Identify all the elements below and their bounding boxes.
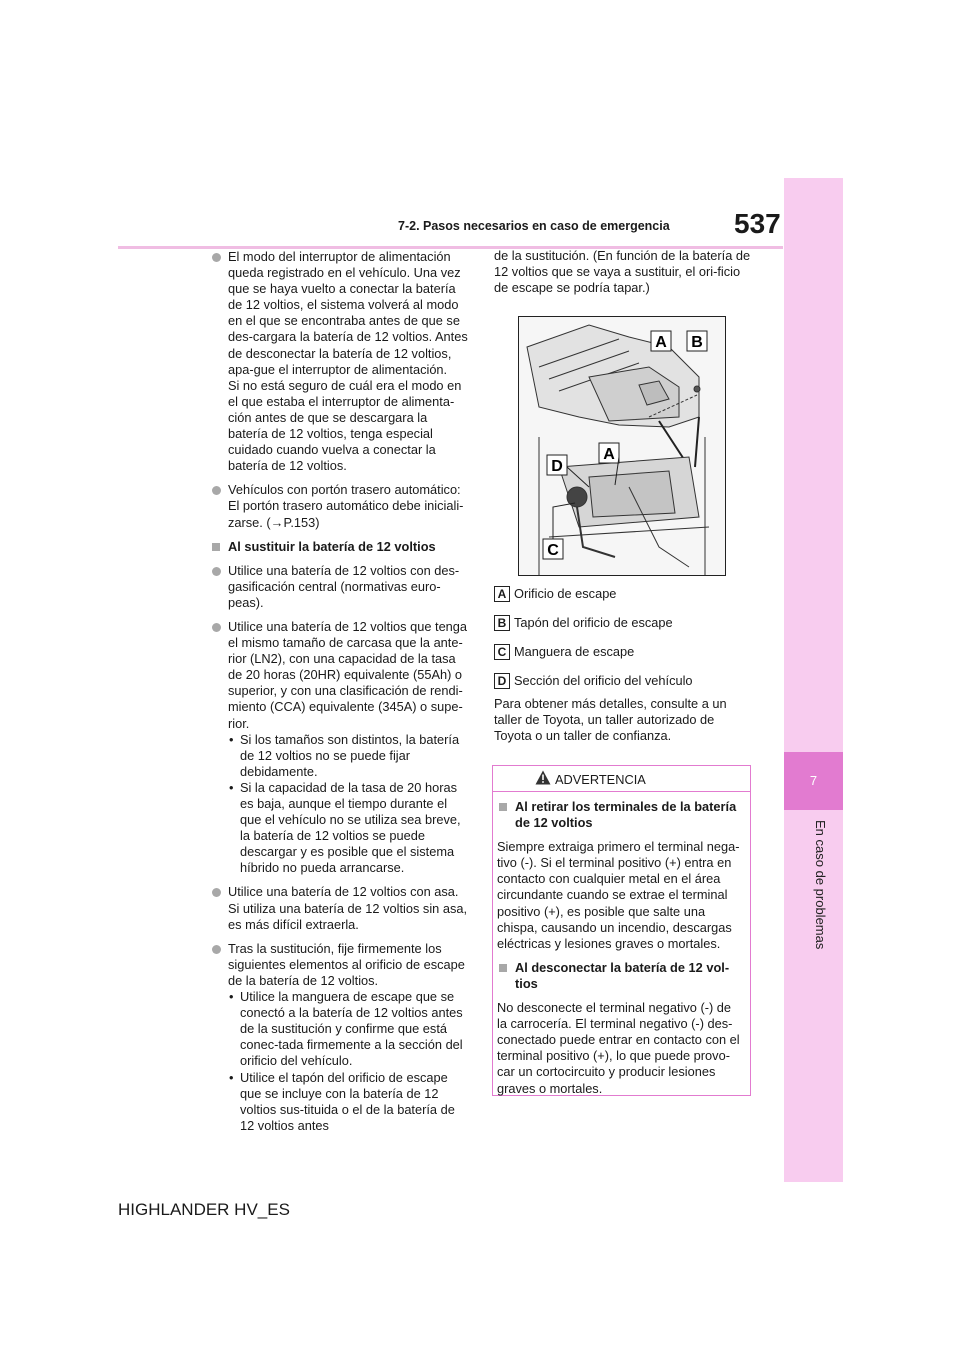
- list-item: [210, 482, 468, 530]
- sub-item-text: Utilice el tapón del orificio de escape que se incluye con la batería de 12 voltios sus-tituida o el de la batería de 12 voltios antes: [240, 1069, 455, 1133]
- item-text: Tras la sustitución, fije firmemente los siguientes elementos al orificio de escape de la batería de 12 voltios.: [228, 940, 465, 988]
- heading-text: Al retirar los terminales de la batería de 12 voltios: [515, 799, 737, 831]
- page-header: [118, 0, 783, 249]
- heading-text: Al sustituir la batería de 12 voltios: [228, 538, 436, 554]
- callout-letter: A: [655, 334, 667, 351]
- legend-letter: B: [494, 615, 510, 631]
- subsection-heading: [210, 539, 468, 555]
- callout-letter: D: [551, 458, 563, 475]
- sub-item-text: Utilice la manguera de escape que se conectó a la batería de 12 voltios antes de la sustitución y confirme que está conec-tada firmemente a la sección del orificio del vehículo.: [240, 989, 463, 1069]
- sub-item: [228, 1070, 468, 1134]
- bullet-icon: [212, 888, 221, 897]
- legend-letter: D: [494, 673, 510, 689]
- warning-triangle-icon: [535, 770, 551, 785]
- list-item: [210, 619, 468, 877]
- bullet-icon: [212, 945, 221, 954]
- legend-letter: C: [494, 644, 510, 660]
- battery-figure: [518, 316, 726, 576]
- legend-item-a: [494, 585, 734, 603]
- legend-letter: A: [494, 586, 510, 602]
- callout-a-upper: [651, 331, 671, 351]
- legend-text: Orificio de escape: [514, 586, 617, 601]
- left-column: [210, 249, 468, 1142]
- callout-a-lower: [599, 443, 619, 463]
- warning-text: No desconecte el terminal negativo (-) de la carrocería. El terminal negativo (-) des-conectado puede entrar en contacto con el terminal positivo (+), lo que puede provo-car un cortocircuito y producir lesiones graves o mortales.: [497, 1000, 740, 1096]
- bullet-icon: [212, 567, 221, 576]
- sub-item: [228, 989, 468, 1069]
- warning-text: Siempre extraiga primero el terminal nega-tivo (-). Si el terminal positivo (+) entra en contacto con cualquier metal en el área circundante cuando se extrae el terminal positivo (+), es posible que salte una chispa, causando un incendio, descargas eléctricas y lesiones graves o mortales.: [497, 839, 740, 951]
- square-bullet-icon: [499, 803, 507, 811]
- list-item: [210, 884, 468, 932]
- callout-c: [543, 539, 563, 559]
- callout-letter: B: [691, 334, 703, 351]
- chapter-side-tab: [784, 178, 843, 1182]
- legend-text: Manguera de escape: [514, 644, 635, 659]
- warning-box: [492, 765, 751, 1096]
- callout-b: [687, 331, 707, 351]
- item-text: Utilice una batería de 12 voltios con des-gasificación central (normativas euro-peas).: [228, 562, 460, 610]
- section-title: 7-2. Pasos necesarios en caso de emergencia: [398, 219, 670, 233]
- inset-detail: [527, 325, 700, 427]
- warning-body: [497, 799, 743, 1097]
- callout-letter: C: [547, 542, 559, 559]
- bullet-icon: [212, 486, 221, 495]
- item-text: Vehículos con portón trasero automático: El portón trasero automático debe iniciali-zarse. (→P.153): [228, 482, 464, 530]
- bullet-icon: [212, 253, 221, 262]
- sub-item-text: Si la capacidad de la tasa de 20 horas es baja, aunque el tiempo durante el que el vehículo no se utiliza sea breve, la batería de 12 voltios se puede descargar y es posible que el sistema híbrido no pueda arrancarse.: [240, 779, 461, 876]
- callout-letter: A: [603, 446, 615, 463]
- list-item: [210, 941, 468, 1134]
- chapter-label: En caso de problemas: [813, 820, 828, 950]
- sub-item: [228, 780, 468, 877]
- item-text: Si no está seguro de cuál era el modo en el que estaba el interruptor de alimenta-ción antes de que se descargara la batería de 12 voltios, tenga especial cuidado cuando vuelva a conectar la batería de 12 voltios.: [228, 377, 462, 474]
- warning-heading: [497, 799, 743, 831]
- right-column-continuation: de la sustitución. (En función de la batería de 12 voltios que se vaya a sustituir, el ori-ficio de escape se podría tapar.): [494, 248, 751, 296]
- battery-illustration: [519, 317, 725, 575]
- square-bullet-icon: [212, 543, 220, 551]
- heading-text: Al desconectar la batería de 12 vol-tios: [515, 959, 730, 991]
- dot-icon: •: [229, 989, 234, 1005]
- legend-text: Tapón del orificio de escape: [514, 615, 673, 630]
- item-text: Utilice una batería de 12 voltios con asa. Si utiliza una batería de 12 voltios sin asa, es más difícil extraerla.: [228, 884, 468, 932]
- legend-item-b: [494, 614, 734, 632]
- square-bullet-icon: [499, 964, 507, 972]
- list-item: [210, 249, 468, 474]
- dot-icon: •: [229, 779, 234, 795]
- warning-title: ADVERTENCIA: [555, 772, 646, 787]
- page-number: 537: [734, 208, 781, 239]
- item-text: El modo del interruptor de alimentación queda registrado en el vehículo. Una vez que se haya vuelto a conectar la batería de 12 voltios, el sistema volverá al modo en el que se encontraba antes de que se des-cargara la batería de 12 voltios. Antes de desconectar la batería de 12 voltios, apa-gue el interruptor de alimentación.: [228, 249, 468, 377]
- legend-item-d: [494, 672, 734, 690]
- dot-icon: •: [229, 1069, 234, 1085]
- footer-model: HIGHLANDER HV_ES: [118, 1200, 290, 1219]
- item-text: Utilice una batería de 12 voltios que tenga el mismo tamaño de carcasa que la ante-rior (LN2), con una capacidad de la tasa de 20 horas (20HR) equivalente (55Ah) o superior, y con una clasificación de rendi-miento (CCA) equivalente (345A) o supe-rior.: [228, 618, 468, 731]
- sub-item: [228, 732, 468, 780]
- dot-icon: •: [229, 731, 234, 747]
- sub-item-text: Si los tamaños son distintos, la batería de 12 voltios no se puede fijar debidamente.: [240, 731, 460, 779]
- list-item: [210, 563, 468, 611]
- callout-d: [547, 455, 567, 475]
- chapter-number: 7: [784, 752, 843, 810]
- warning-header: [493, 766, 750, 792]
- bullet-icon: [212, 623, 221, 632]
- legend-item-c: [494, 643, 734, 661]
- legend-text: Sección del orificio del vehículo: [514, 673, 693, 688]
- warning-heading: [497, 960, 743, 992]
- details-note: Para obtener más detalles, consulte a un taller de Toyota, un taller autorizado de Toyota o un taller de confianza.: [494, 696, 727, 744]
